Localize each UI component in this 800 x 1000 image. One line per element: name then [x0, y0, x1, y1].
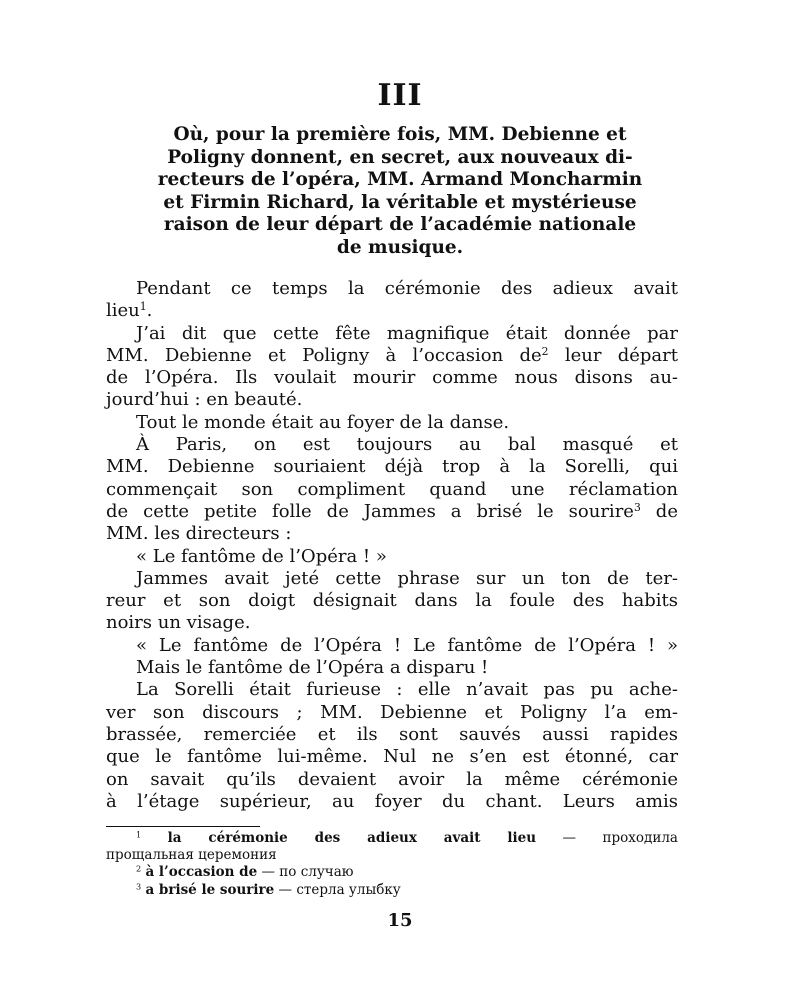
footnote-1: $^1$ la cérémonie des adieux avait lieu — проходила: [136, 829, 678, 846]
text-line: ver son discours ; MM. Debienne et Poligny l’a em-: [106, 701, 678, 723]
chapter-title-line: Où, pour la première fois, MM. Debienne et: [173, 124, 627, 145]
text-line: La Sorelli était furieuse : elle n’avait pas pu ache-: [136, 679, 678, 701]
text-line: à l’étage supérieur, au foyer du chant. Leurs amis: [106, 790, 678, 812]
chapter-title-line: raison de leur départ de l’académie nationale: [163, 214, 637, 235]
footnote-3: $^3$ a brisé le sourire — стерла улыбку: [136, 881, 401, 898]
footnote-ref-2: 2: [541, 344, 549, 358]
chapter-title-line: et Firmin Richard, la véritable et mystérieuse: [163, 191, 637, 213]
body-text: [106, 278, 678, 813]
chapter-title-line: de musique.: [336, 236, 464, 258]
text-line: Pendant ce temps la cérémonie des adieux avait: [136, 278, 678, 299]
text-line: Mais le fantôme de l’Opéra a disparu !: [136, 657, 489, 679]
text-line: reur et son doigt désignait dans la foule des habits: [106, 590, 678, 612]
footnote-ref-1: 1: [139, 300, 147, 314]
text-line: brassée, remerciée et ils sont sauvés aussi rapides: [106, 723, 678, 745]
text-line: que le fantôme lui-même. Nul ne s’en est étonné, car: [106, 746, 678, 768]
text-line: lieu$^1$.: [106, 300, 153, 322]
text-line: J’ai dit que cette fête magnifique était donnée par: [136, 322, 678, 344]
text-line: MM. Debienne souriaient déjà trop à la Sorelli, qui: [106, 456, 678, 478]
chapter-title-line: Poligny donnent, en secret, aux nouveaux di-: [167, 146, 633, 168]
footnote-divider: [106, 826, 260, 827]
text-line: « Le fantôme de l’Opéra ! »: [136, 545, 387, 567]
footnote-1-cont: прощальная церемония: [106, 847, 277, 864]
footnotes: [106, 830, 678, 899]
chapter-title: [110, 124, 690, 259]
text-line: MM. les directeurs :: [106, 523, 292, 545]
text-line: « Le fantôme de l’Opéra ! Le fantôme de l’Opéra ! »: [136, 634, 678, 656]
text-line: de cette petite folle de Jammes a brisé le sourire$^3$ de: [106, 500, 678, 522]
page-number: 15: [387, 910, 413, 931]
text-line: noirs un visage.: [106, 612, 251, 634]
text-line: de l’Opéra. Ils voulait mourir comme nous disons au-: [106, 367, 678, 389]
footnote-ref-3: 3: [633, 501, 641, 515]
text-line: À Paris, on est toujours au bal masqué et: [136, 434, 678, 456]
text-line: on savait qu’ils devaient avoir la même cérémonie: [106, 768, 678, 790]
text-line: MM. Debienne et Poligny à l’occasion $de^2$ leur départ: [106, 344, 678, 366]
text-line: jourd’hui : en beauté.: [106, 389, 303, 411]
text-line: Jammes avait jeté cette phrase sur un ton de ter-: [136, 567, 678, 589]
chapter-number: III: [377, 78, 423, 113]
text-line: Tout le monde était au foyer de la danse.: [136, 411, 510, 433]
footnote-2: $^2$ à l’occasion de — по случаю: [136, 863, 354, 881]
text-line: commençait son compliment quand une réclamation: [106, 478, 678, 500]
chapter-title-line: recteurs de l’opéra, MM. Armand Moncharmin: [157, 169, 643, 190]
